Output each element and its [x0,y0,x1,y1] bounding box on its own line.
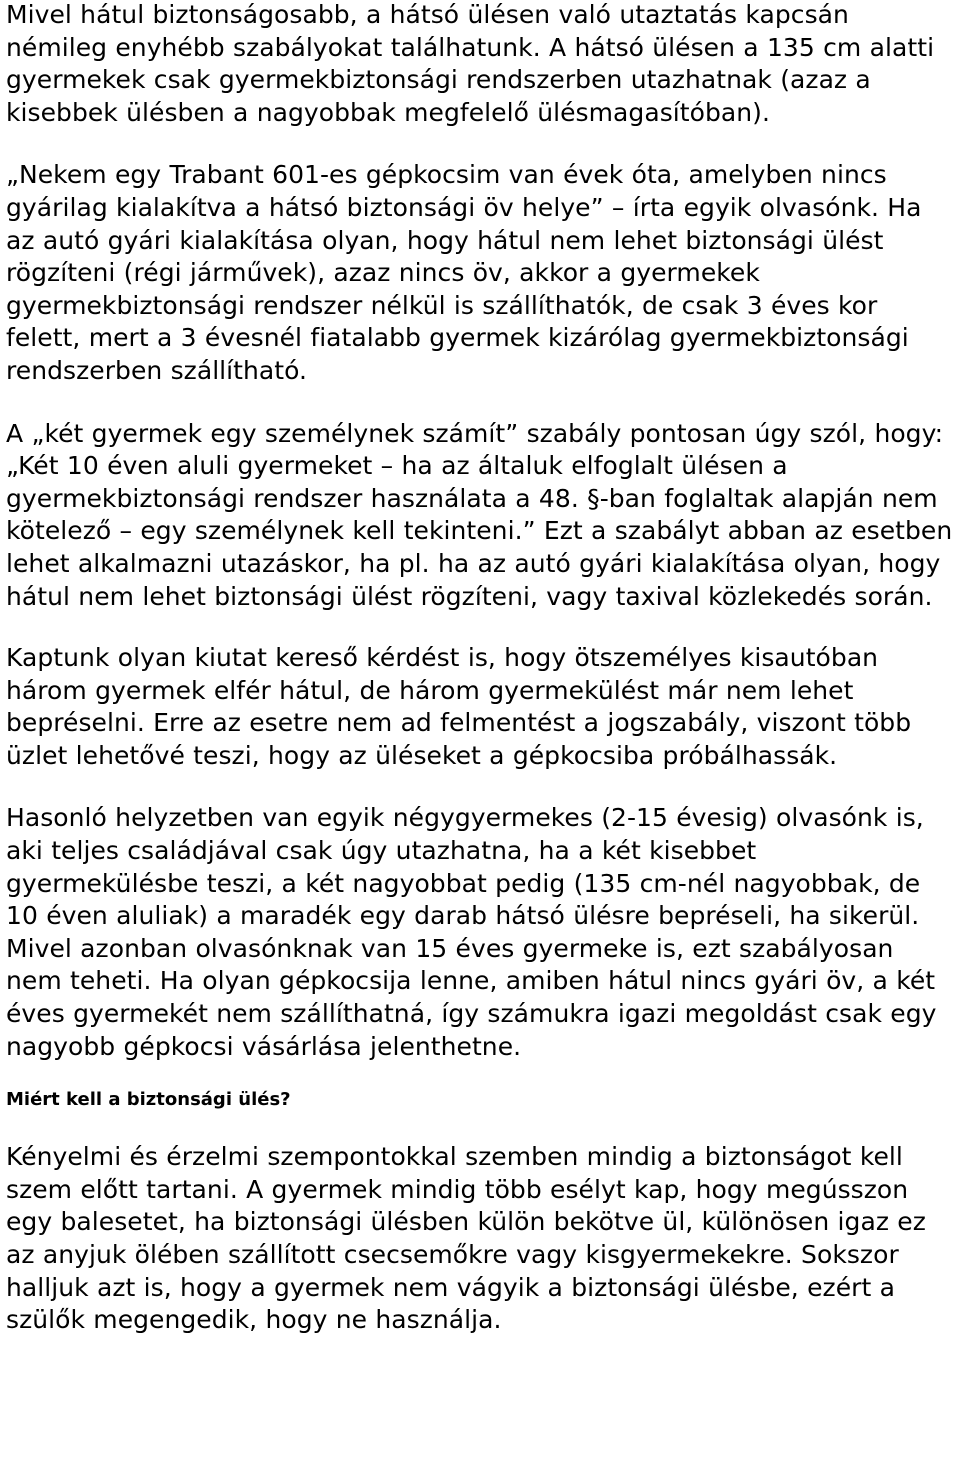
paragraph-small-car-question: Kaptunk olyan kiutat kereső kérdést is, hogy ötszemélyes kisautóban három gyermek elfér hátul, de három gyermekülést már nem lehet bepréselni. Erre az esetre nem ad felmentést a jogszabály, viszont több üzlet lehetővé teszi, hogy az üléseket a gépkocsiba próbálhassák. [6,643,912,770]
paragraph-safety-priority: Kényelmi és érzelmi szempontokkal szemben mindig a biztonságot kell szem előtt tartani. A gyermek mindig több esélyt kap, hogy megússzon egy balesetet, ha biztonsági ülésben külön bekötve ül, különösen igaz ez az anyjuk ölében szállított csecsemőkre vagy kisgyermekekre. Sokszor halljuk azt is, hogy a gyermek nem vágyik a biztonsági ülésbe, ezért a szülők megengedik, hogy ne használja. [6,1142,926,1335]
section-heading: Miért kell a biztonsági ülés? [6,1089,291,1111]
paragraph-four-children-reader: Hasonló helyzetben van egyik négygyermekes (2-15 évesig) olvasónk is, aki teljes családjával csak úgy utazhatna, ha a két kisebbet gyermekülésbe teszi, a két nagyobbat pedig (135 cm-nél nagyobbak, de 10 éven aluliak) a maradék egy darab hátsó ülésre bepréseli, ha sikerül. Mivel azonban olvasónknak van 15 éves gyermeke is, ezt szabályosan nem teheti. Ha olyan gépkocsija lenne, amiben hátul nincs gyári öv, a két éves gyermekét nem szállíthatná, így számukra igazi megoldást csak egy nagyobb gépkocsi vásárlása jelenthetne. [6,803,937,1061]
paragraph-trabant-reader: „Nekem egy Trabant 601-es gépkocsim van évek óta, amelyben nincs gyárilag kialakítva a hátsó biztonsági öv helye” – írta egyik olvasónk. Ha az autó gyári kialakítása olyan, hogy hátul nem lehet biztonsági ülést rögzíteni (régi járművek), azaz nincs öv, akkor a gyermekek gyermekbiztonsági rendszer nélkül is szállíthatók, de csak 3 éves kor felett, mert a 3 évesnél fiatalabb gyermek kizárólag gyermekbiztonsági rendszerben szállítható. [6,160,922,385]
document-page [6,0,956,1337]
paragraph-rear-seat-rules: Mivel hátul biztonságosabb, a hátsó ülésen való utaztatás kapcsán némileg enyhébb szabályokat találhatunk. A hátsó ülésen a 135 cm alatti gyermekek csak gyermekbiztonsági rendszerben utazhatnak (azaz a kisebbek ülésben a nagyobbak megfelelő ülésmagasítóban). [6,0,935,127]
paragraph-two-children-rule: A „két gyermek egy személynek számít” szabály pontosan úgy szól, hogy: „Két 10 éven aluli gyermeket – ha az általuk elfoglalt ülésen a gyermekbiztonsági rendszer használata a 48. §-ban foglaltak alapján nem kötelező – egy személynek kell tekinteni.” Ezt a szabályt abban az esetben lehet alkalmazni utazáskor, ha pl. ha az autó gyári kialakítása olyan, hogy hátul nem lehet biztonsági ülést rögzíteni, vagy taxival közlekedés során. [6,418,953,611]
